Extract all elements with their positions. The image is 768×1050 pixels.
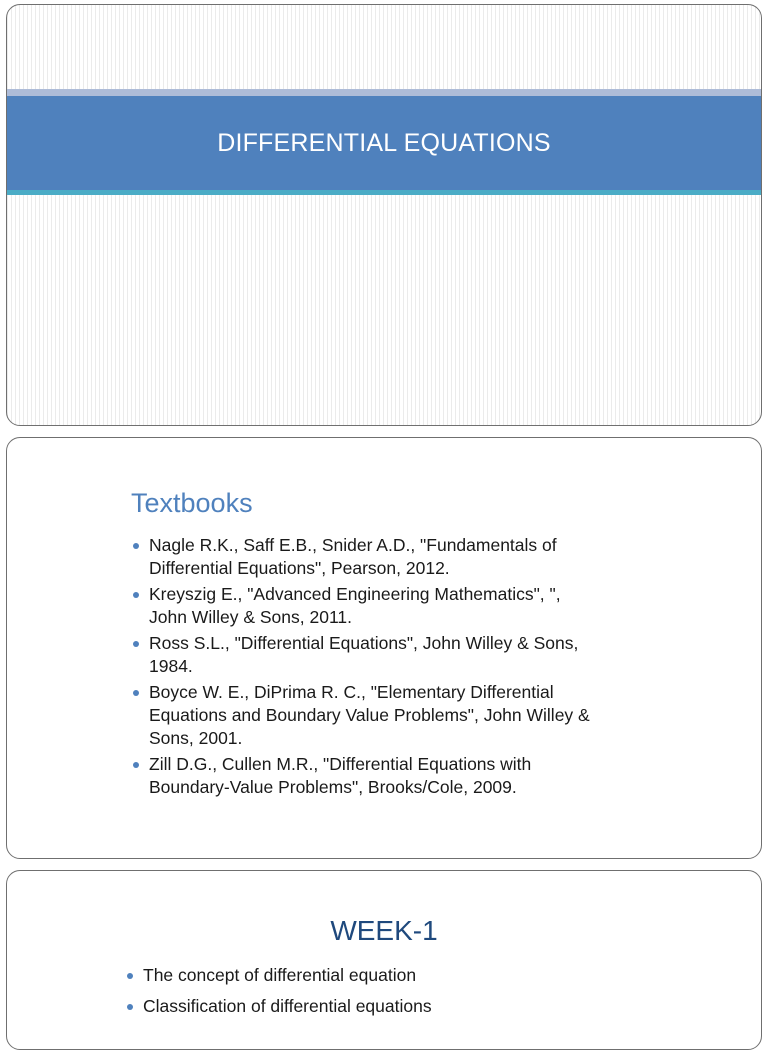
bullet-icon bbox=[133, 641, 139, 647]
week-topic-list bbox=[125, 964, 432, 1026]
bullet-icon bbox=[133, 690, 139, 696]
list-item bbox=[131, 632, 641, 678]
list-item-line: Sons, 2001. bbox=[149, 728, 243, 748]
list-item-line: Boundary-Value Problems", Brooks/Cole, 2009. bbox=[149, 777, 517, 797]
bullet-icon bbox=[133, 762, 139, 768]
list-item-text: The concept of differential equation bbox=[143, 965, 417, 985]
week-heading: WEEK-1 bbox=[330, 915, 438, 946]
title-band-top-stripe bbox=[7, 89, 761, 96]
title-band bbox=[7, 96, 761, 190]
week1-slide bbox=[6, 870, 762, 1050]
list-item bbox=[131, 753, 641, 799]
bullet-icon bbox=[127, 1004, 133, 1010]
slide-title: DIFFERENTIAL EQUATIONS bbox=[217, 128, 551, 157]
title-slide bbox=[6, 4, 762, 426]
title-band-bottom-stripe bbox=[7, 190, 761, 195]
list-item-text: Classification of differential equations bbox=[143, 996, 432, 1016]
list-item bbox=[131, 681, 641, 750]
list-item-line: Differential Equations", Pearson, 2012. bbox=[149, 558, 450, 578]
list-item bbox=[131, 534, 641, 580]
list-item bbox=[131, 583, 641, 629]
bullet-icon bbox=[133, 543, 139, 549]
list-item bbox=[125, 995, 432, 1018]
textbooks-heading: Textbooks bbox=[131, 488, 253, 518]
textbooks-slide bbox=[6, 437, 762, 859]
list-item-line: John Willey & Sons, 2011. bbox=[149, 607, 352, 627]
list-item-line: Nagle R.K., Saff E.B., Snider A.D., "Fundamentals of bbox=[149, 535, 557, 555]
bullet-icon bbox=[133, 592, 139, 598]
list-item-line: Equations and Boundary Value Problems", John Willey & bbox=[149, 705, 590, 725]
list-item-line: Boyce W. E., DiPrima R. C., "Elementary Differential bbox=[149, 682, 554, 702]
textbook-list bbox=[131, 534, 641, 802]
list-item-line: 1984. bbox=[149, 656, 193, 676]
list-item-line: Ross S.L., "Differential Equations", John Willey & Sons, bbox=[149, 633, 579, 653]
bullet-icon bbox=[127, 973, 133, 979]
list-item bbox=[125, 964, 432, 987]
list-item-line: Kreyszig E., "Advanced Engineering Mathematics", ", bbox=[149, 584, 561, 604]
list-item-line: Zill D.G., Cullen M.R., "Differential Equations with bbox=[149, 754, 532, 774]
